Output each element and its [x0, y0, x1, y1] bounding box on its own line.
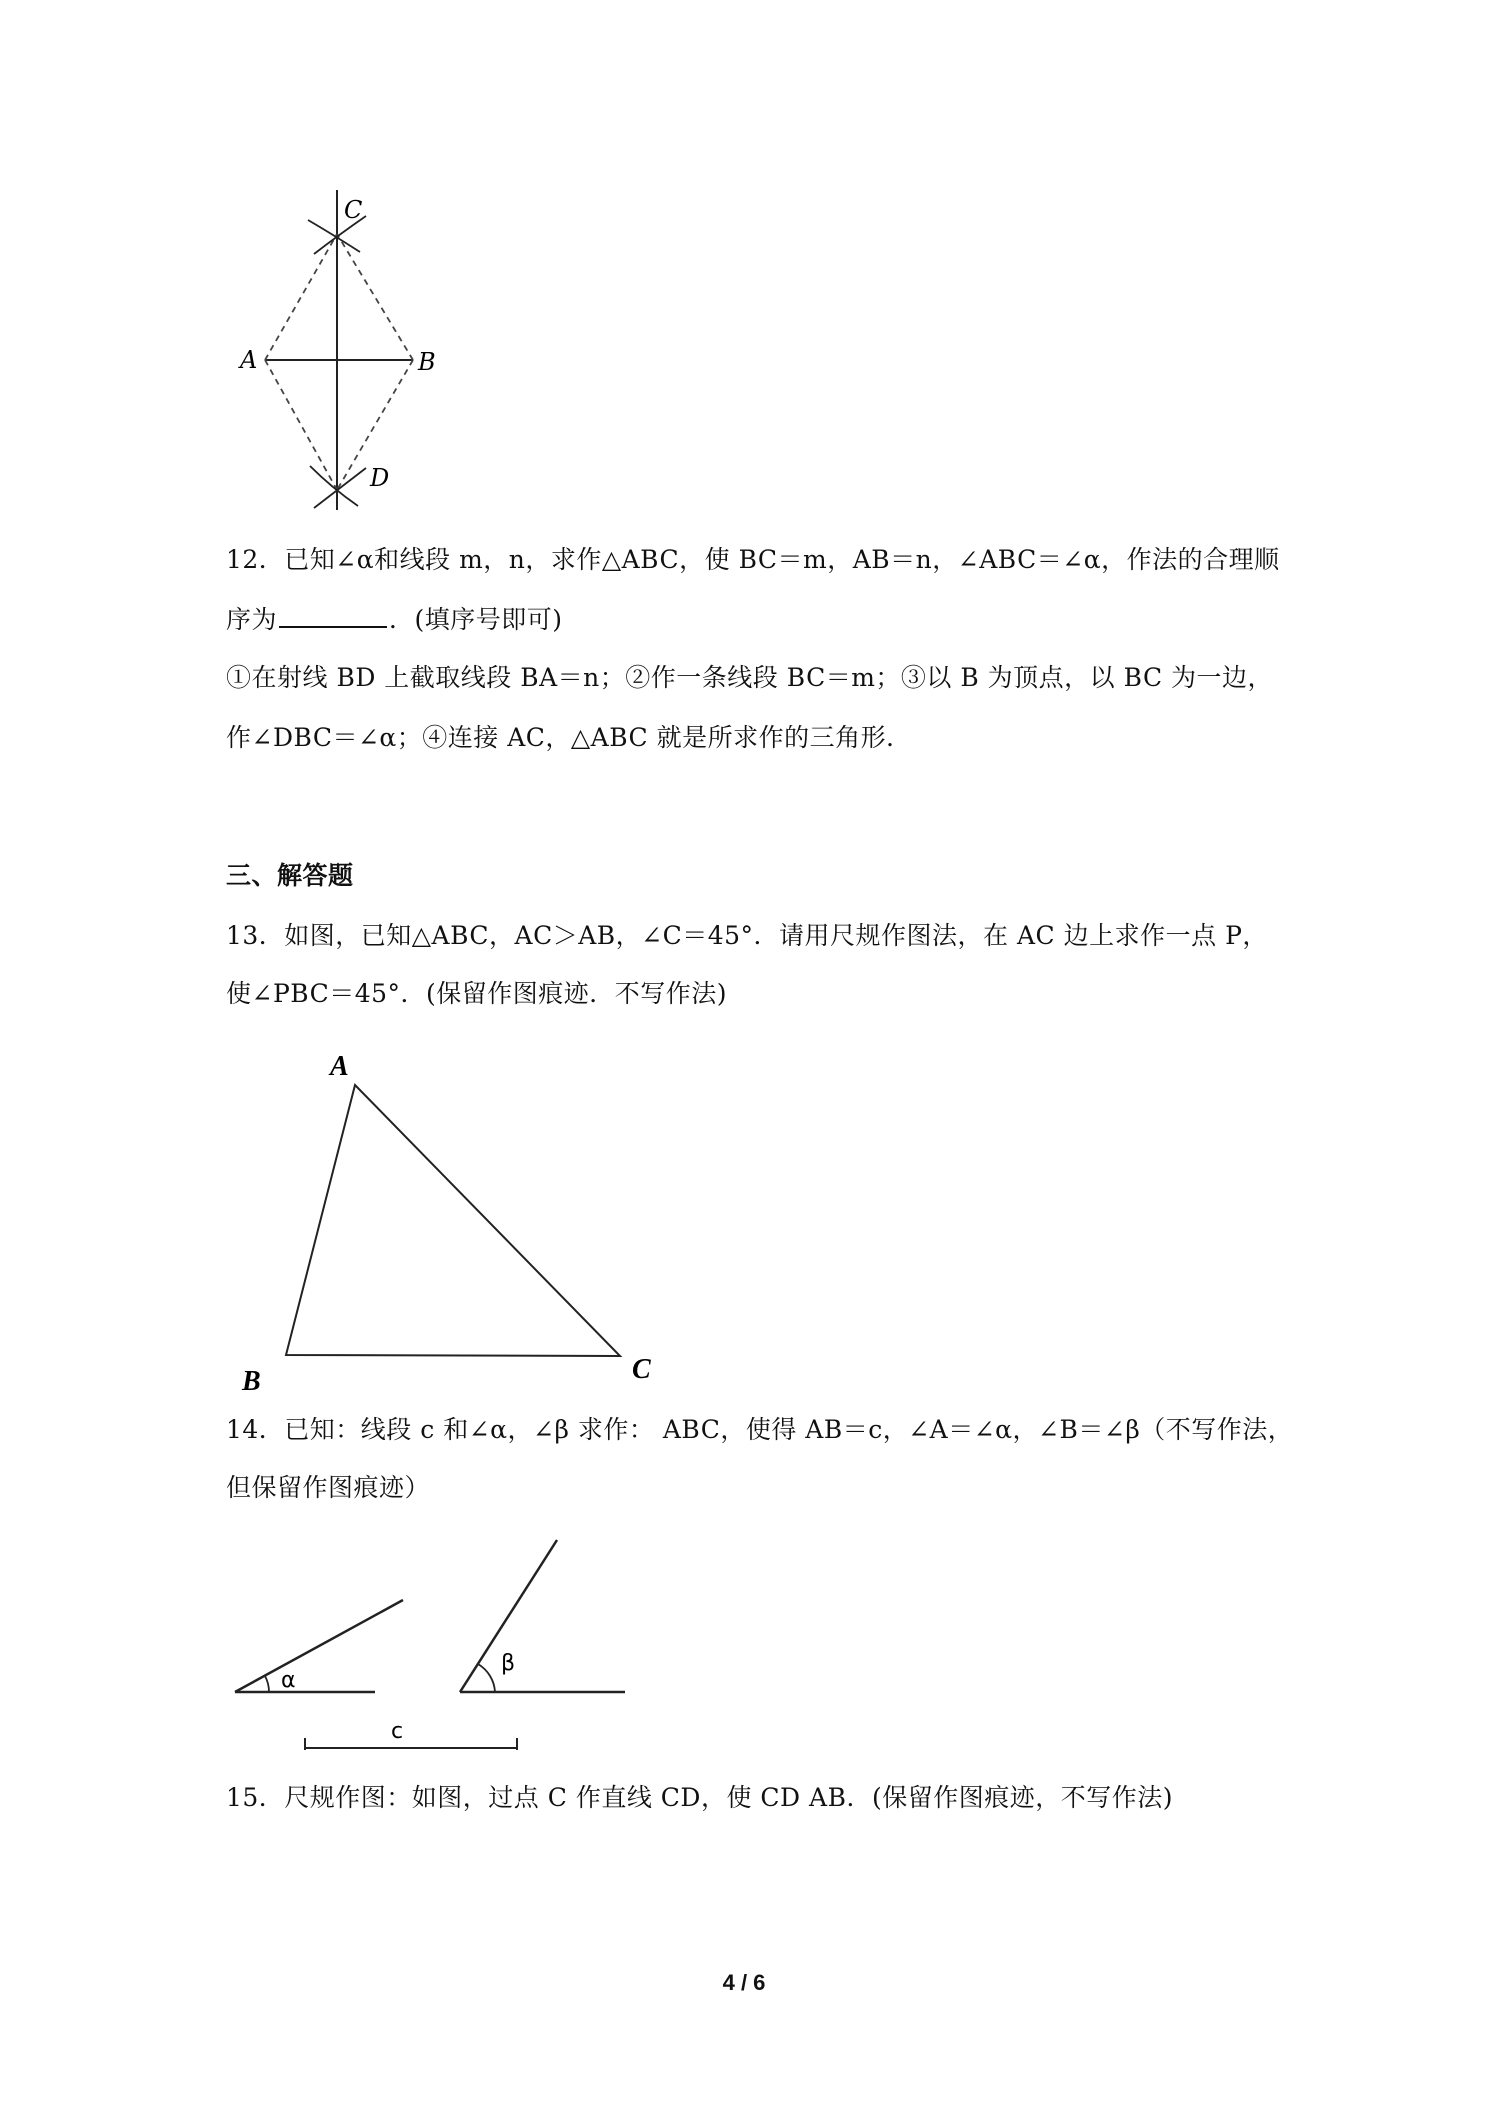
label-b: B [242, 1366, 261, 1397]
q12-line2-before: 序为 [226, 605, 278, 634]
arc-bottom-right [314, 468, 366, 508]
angles-and-segment-figure [225, 1530, 655, 1760]
dashed-ad [265, 360, 337, 490]
label-beta: β [501, 1651, 516, 1676]
alpha-arc [265, 1676, 269, 1692]
q12-line2 [226, 600, 563, 638]
answer-blank[interactable] [279, 600, 387, 628]
label-c: c [391, 1719, 404, 1744]
beta-arc [478, 1664, 495, 1692]
triangle-abc [286, 1085, 620, 1356]
rhombus-construction-figure [220, 190, 460, 520]
section-heading: 三、解答题 [226, 861, 354, 890]
q13-line1: 13．如图，已知△ABC，AC＞AB，∠C＝45°．请用尺规作图法，在 AC 边上求作一点 P， [226, 921, 1268, 950]
label-a: A [330, 1051, 349, 1082]
q12-line2-after: ．(填序号即可) [389, 605, 563, 634]
label-a: A [240, 346, 258, 374]
q14-line1: 14．已知：线段 c 和∠α，∠β 求作： ABC，使得 AB＝c，∠A＝∠α，∠B＝∠β（不写作法， [226, 1415, 1294, 1444]
label-b: B [418, 348, 436, 376]
q15-line1: 15．尺规作图：如图，过点 C 作直线 CD，使 CD AB．(保留作图痕迹，不写作法) [226, 1783, 1173, 1812]
triangle-abc-figure [230, 1030, 680, 1400]
label-alpha: α [281, 1668, 296, 1693]
q14-line2: 但保留作图痕迹） [226, 1473, 431, 1502]
dashed-bc [337, 234, 413, 360]
dashed-ac [265, 234, 337, 360]
alpha-ray-upper [235, 1600, 403, 1692]
q13-line2: 使∠PBC＝45°．(保留作图痕迹．不写作法) [226, 979, 728, 1008]
q12-line3: ①在射线 BD 上截取线段 BA＝n；②作一条线段 BC＝m；③以 B 为顶点，以 BC 为一边， [226, 663, 1274, 692]
label-d: D [370, 464, 390, 492]
q12-line4: 作∠DBC＝∠α；④连接 AC，△ABC 就是所求作的三角形． [226, 723, 912, 752]
q12-line1: 12．已知∠α和线段 m，n，求作△ABC，使 BC＝m，AB＝n，∠ABC＝∠α，作法的合理顺 [226, 545, 1280, 574]
page-number: 4 / 6 [722, 1970, 766, 1995]
label-c: C [632, 1354, 651, 1385]
label-c: C [344, 196, 363, 224]
